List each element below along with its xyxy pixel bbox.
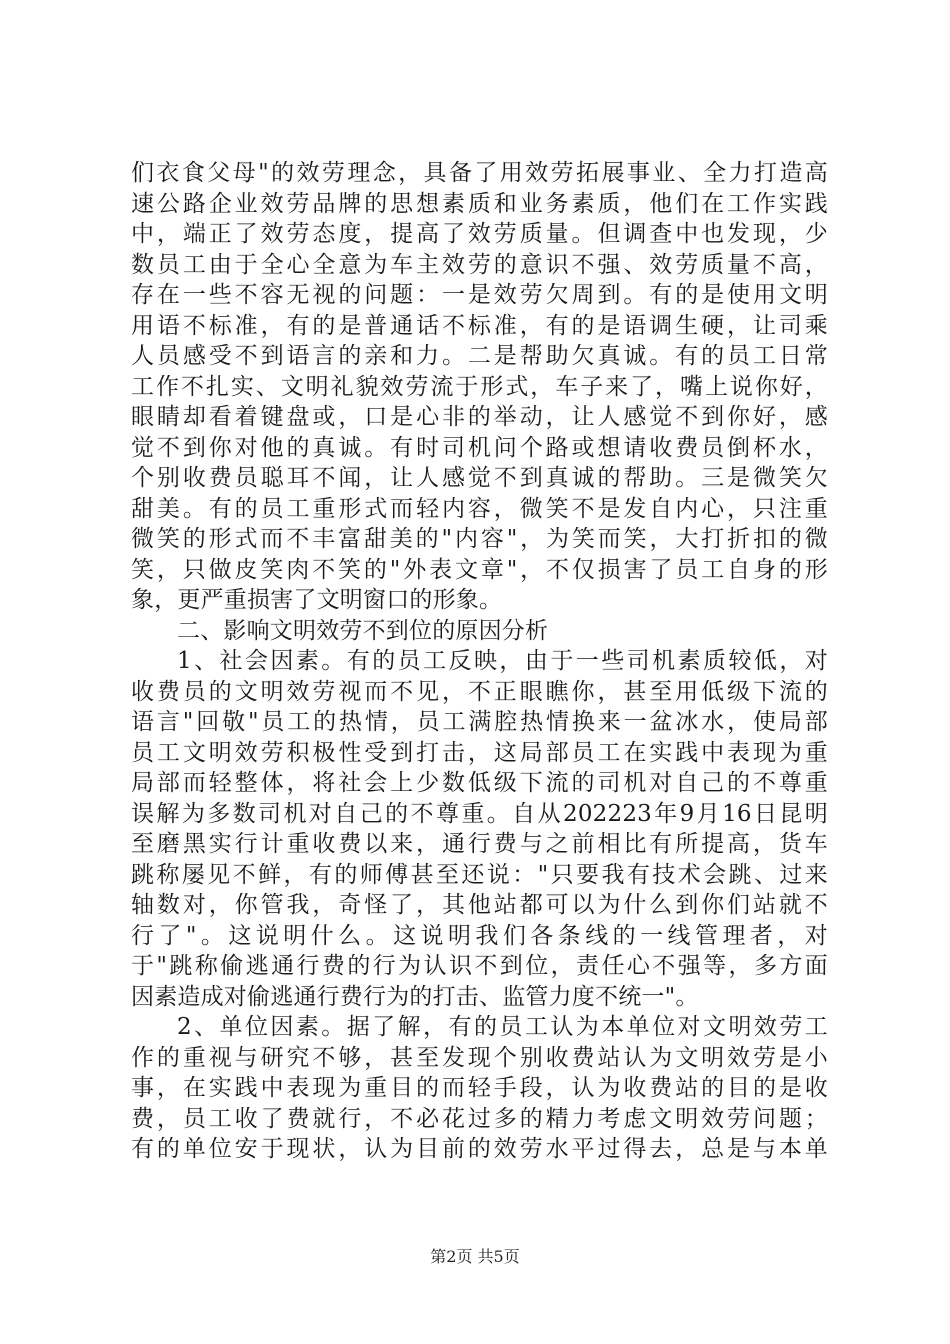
document-body [131,158,828,1165]
text-line: 1、社会因素。有的员工反映，由于一些司机素质较低，对 [177,648,828,674]
text-line: 眼睛却看着键盘或，口是心非的举动，让人感觉不到你好，感 [131,404,828,430]
text-line: 至磨黑实行计重收费以来，通行费与之前相比有所提高，货车 [131,831,828,857]
text-line: 因素造成对偷逃通行费行为的打击、监管力度不统一"。 [131,983,699,1010]
text-line: 收费员的文明效劳视而不见，不正眼瞧你，甚至用低级下流的 [131,678,828,705]
text-line: 觉不到你对他的真诚。有时司机问个路或想请收费员倒杯水， [131,434,828,461]
text-line: 事，在实践中表现为重目的而轻手段，认为收费站的目的是收 [131,1075,828,1101]
text-line: 有的单位安于现状，认为目前的效劳水平过得去，总是与本单 [131,1136,828,1162]
text-line: 甜美。有的员工重形式而轻内容，微笑不是发自内心，只注重 [131,495,828,522]
text-line: 中，端正了效劳态度，提高了效劳质量。但调查中也发现，少 [131,221,828,247]
text-line: 们衣食父母"的效劳理念，具备了用效劳拓展事业、全力打造高 [131,160,828,186]
text-line: 轴数对，你管我，奇怪了，其他站都可以为什么到你们站就不 [131,892,828,918]
text-line: 工作不扎实、文明礼貌效劳流于形式，车子来了，嘴上说你好， [131,373,828,400]
text-line: 人员感受不到语言的亲和力。二是帮助欠真诚。有的员工日常 [131,343,828,369]
text-line: 速公路企业效劳品牌的思想素质和业务素质，他们在工作实践 [131,190,828,217]
text-line: 误解为多数司机对自己的不尊重。自从202223年9月16日昆明 [131,800,828,827]
text-line: 数员工由于全心全意为车主效劳的意识不强、效劳质量不高， [131,251,828,278]
text-line: 存在一些不容无视的问题：一是效劳欠周到。有的是使用文明 [131,282,828,308]
text-line: 个别收费员聪耳不闻，让人感觉不到真诚的帮助。三是微笑欠 [131,465,828,491]
text-line: 跳称屡见不鲜，有的师傅甚至还说："只要我有技术会跳、过来 [131,861,828,888]
text-line: 费，员工收了费就行，不必花过多的精力考虑文明效劳问题； [131,1105,828,1132]
text-line: 微笑的形式而不丰富甜美的"内容"，为笑而笑，大打折扣的微 [131,526,828,552]
text-line: 局部而轻整体，将社会上少数低级下流的司机对自己的不尊重 [131,770,828,796]
section-heading: 二、影响文明效劳不到位的原因分析 [177,617,549,644]
page-number: 第2页 共5页 [430,1247,520,1266]
text-line: 作的重视与研究不够，甚至发现个别收费站认为文明效劳是小 [131,1044,828,1071]
text-line: 象，更严重损害了文明窗口的形象。 [131,587,503,613]
text-line: 语言"回敬"员工的热情，员工满腔热情换来一盆冰水，使局部 [131,709,828,735]
text-line: 笑，只做皮笑肉不笑的"外表文章"，不仅损害了员工自身的形 [131,556,828,583]
text-line: 用语不标准，有的是普通话不标准，有的是语调生硬，让司乘 [131,312,828,339]
text-line: 2、单位因素。据了解，有的员工认为本单位对文明效劳工 [177,1014,828,1040]
text-line: 于"跳称偷逃通行费的行为认识不到位，责任心不强等，多方面 [131,953,828,979]
text-line: 行了"。这说明什么。这说明我们各条线的一线管理者，对 [131,922,828,949]
text-line: 员工文明效劳积极性受到打击，这局部员工在实践中表现为重 [131,739,828,766]
